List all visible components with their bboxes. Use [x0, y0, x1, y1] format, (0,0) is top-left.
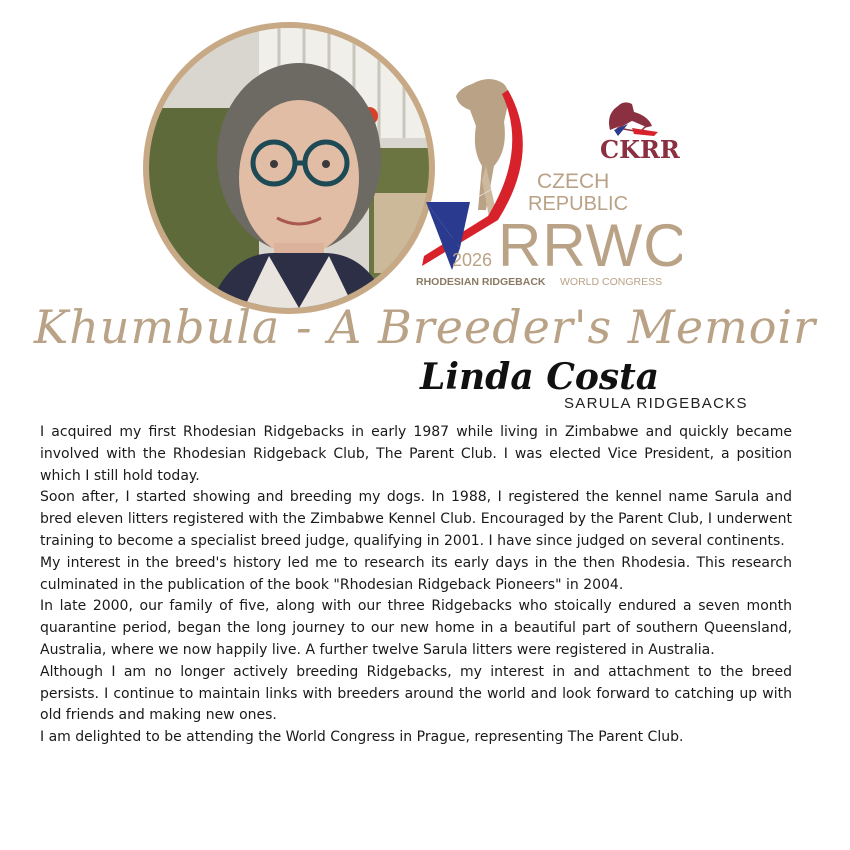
bio-paragraph: In late 2000, our family of five, along with our three Ridgebacks who stoically endured a seven month quarantine period, began the long journey to our new home in a beautiful part of southern Queensland, Australia, where we now happily live. A further twelve Sarula litters were registered in Australia. — [40, 598, 792, 658]
author-name: Linda Costa — [420, 356, 660, 398]
page-title: Khumbula - A Breeder's Memoir — [33, 300, 817, 354]
biography — [40, 422, 792, 749]
logo-event-name-part1: RHODESIAN RIDGEBACK — [416, 276, 546, 288]
logo-country-line1: CZECH — [537, 170, 610, 193]
bio-paragraph: My interest in the breed's history led me to research its early days in the then Rhodesia. This research culminated in the publication of the book "Rhodesian Ridgeback Pioneers" in 2004. — [40, 554, 792, 593]
kennel-name: SARULA RIDGEBACKS — [564, 395, 748, 412]
ckrr-text: CKRR — [600, 135, 680, 164]
portrait-photo — [149, 28, 429, 308]
bio-paragraph: I acquired my first Rhodesian Ridgebacks in early 1987 while living in Zimbabwe and quickly became involved with the Rhodesian Ridgeback Club, The Parent Club. I was elected Vice President, a position which I still hold today. — [40, 424, 792, 484]
bio-paragraph: I am delighted to be attending the World Congress in Prague, representing The Parent Club. — [40, 729, 684, 746]
ckrr-logo — [588, 92, 684, 164]
bio-paragraph: Soon after, I started showing and breeding my dogs. In 1988, I registered the kennel name Sarula and bred eleven litters registered with the Zimbabwe Kennel Club. Encouraged by the Parent Club, I underwent training to become a specialist breed judge, qualifying in 2001. I have since judged on several continents. — [40, 489, 792, 549]
bio-paragraph: Although I am no longer actively breeding Ridgebacks, my interest in and attachment to the breed persists. I continue to maintain links with breeders around the world and look forward to catching up with old friends and making new ones. — [40, 663, 792, 724]
logo-acronym: RRWC — [498, 212, 682, 279]
logo-year: 2026 — [452, 250, 493, 270]
logo-country-line2: REPUBLIC — [528, 193, 629, 215]
logo-event-name-part2: WORLD CONGRESS — [560, 276, 663, 288]
